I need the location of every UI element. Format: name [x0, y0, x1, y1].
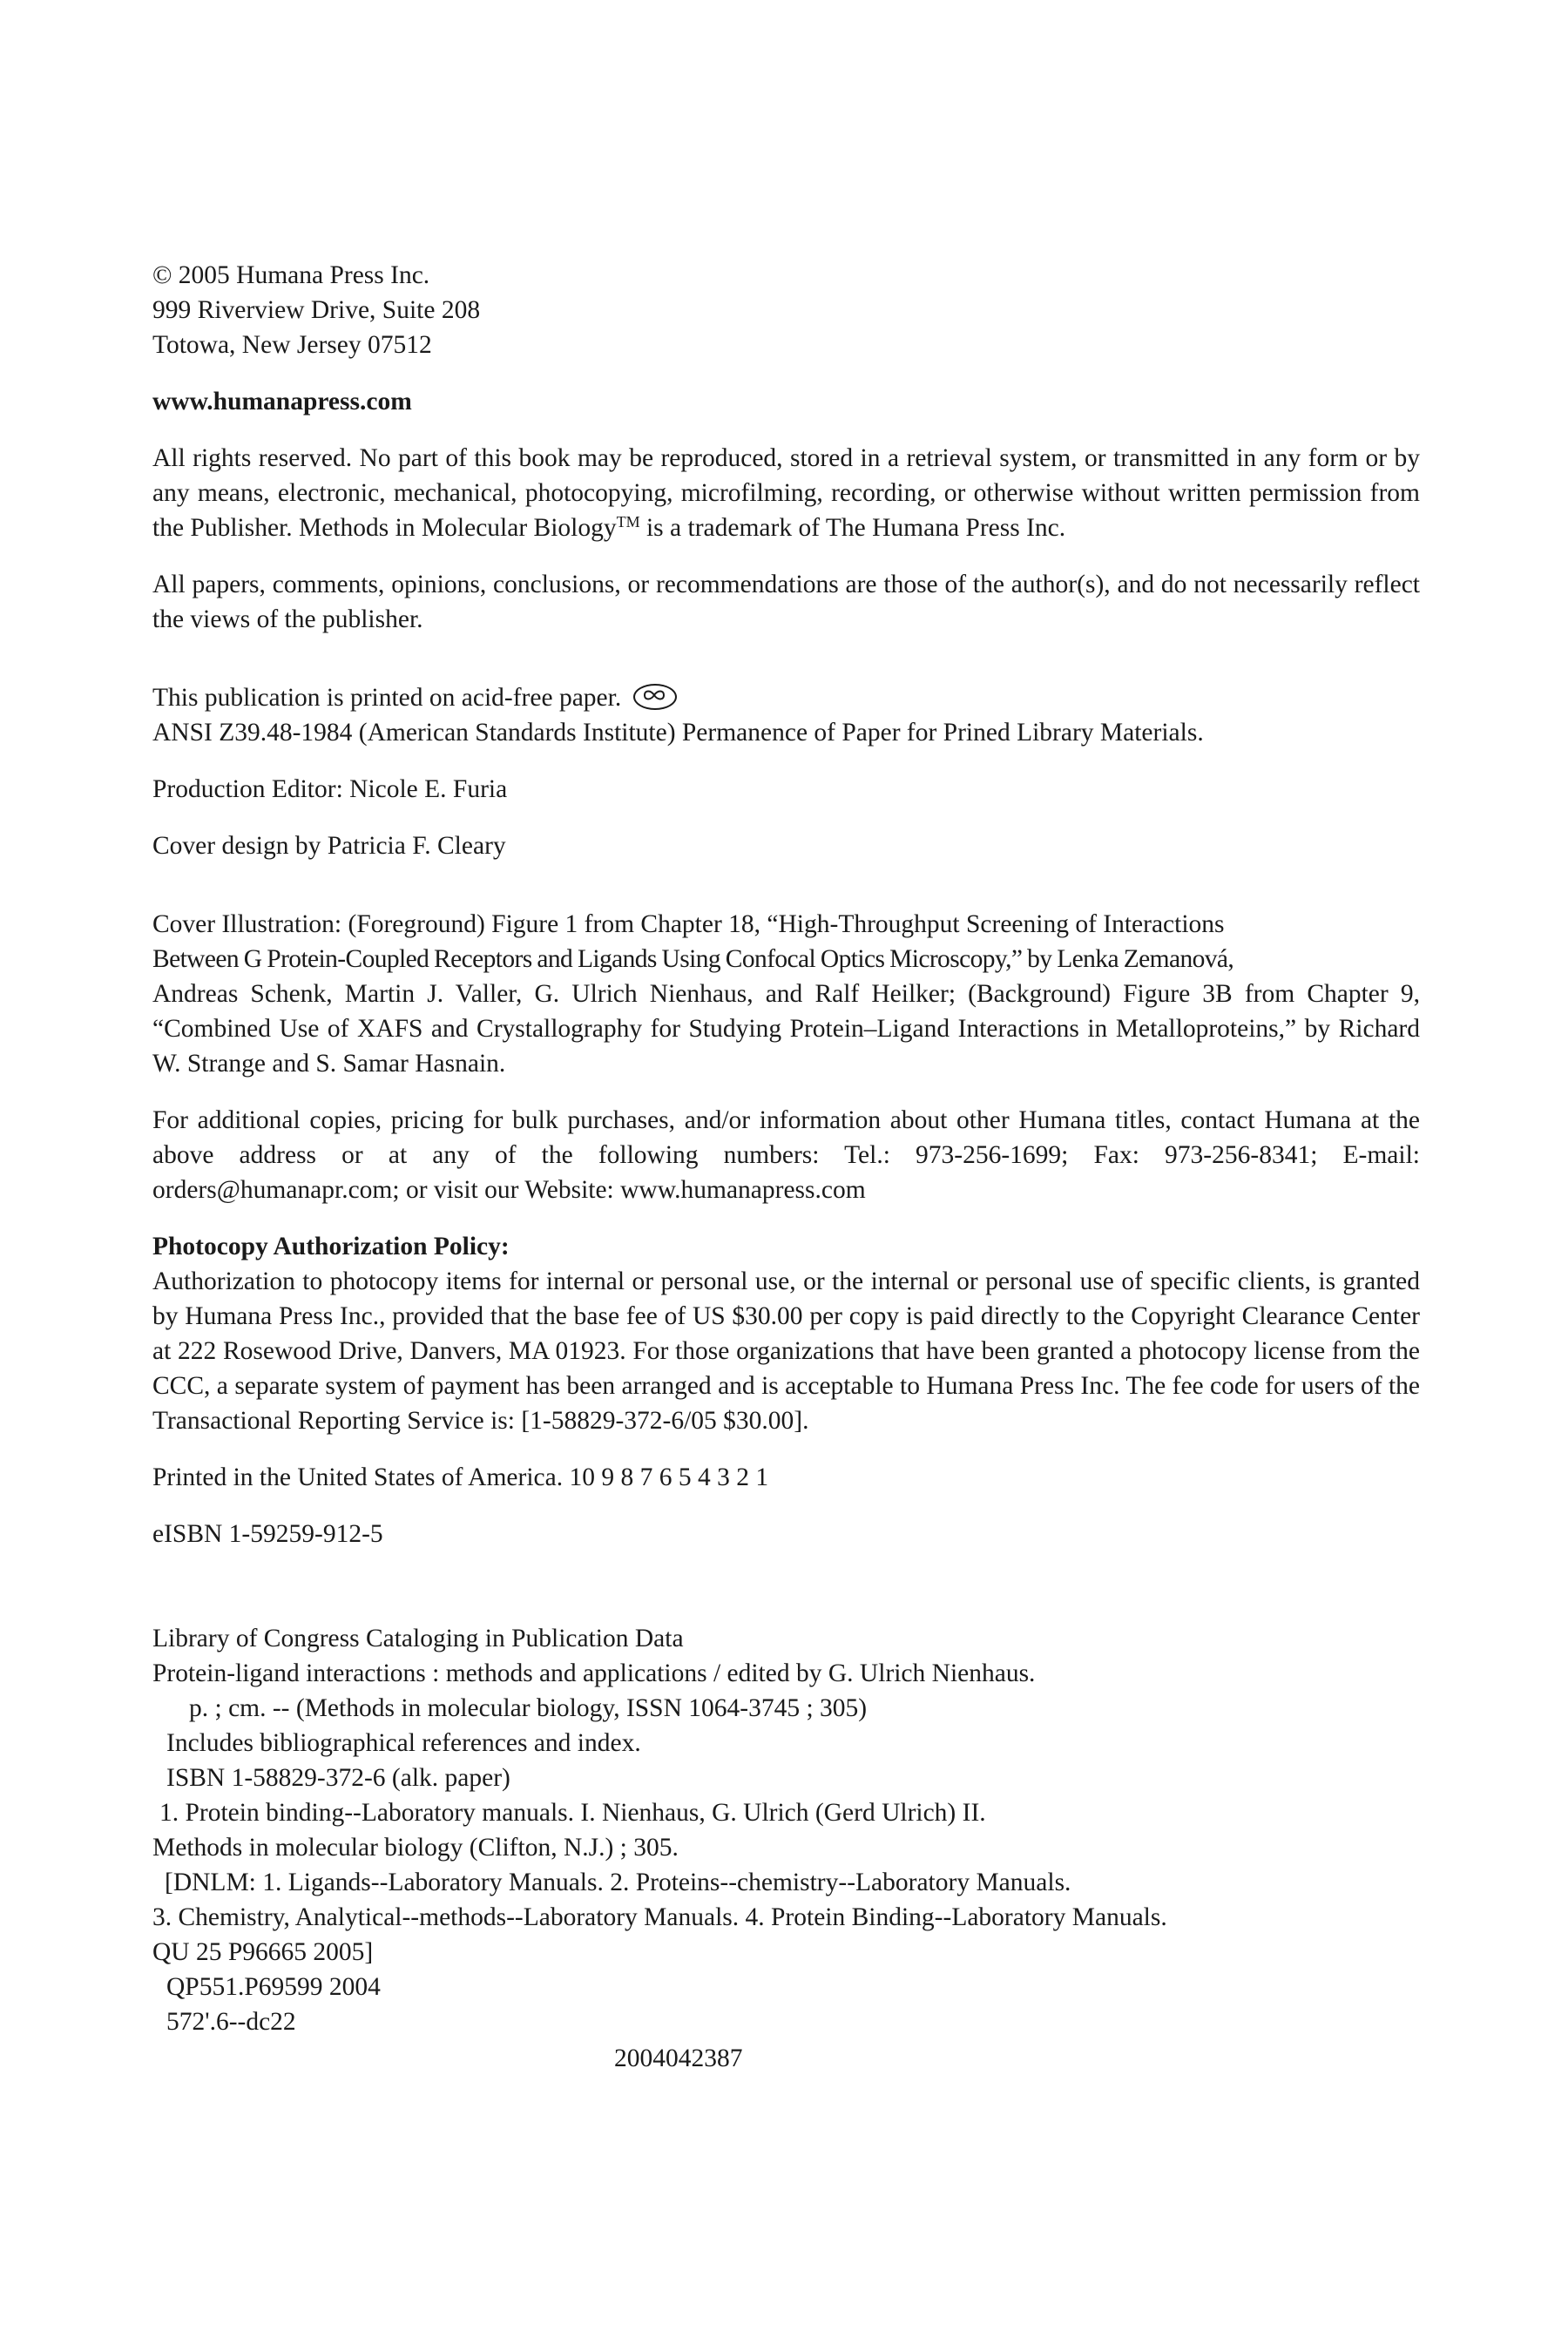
cover-design: Cover design by Patricia F. Cleary [152, 832, 506, 860]
cataloging-line: 1. Protein binding--Laboratory manuals. I. Nienhaus, G. Ulrich (Gerd Ulrich) II. [159, 1799, 986, 1827]
cover-illustration-line-1: Cover Illustration: (Foreground) Figure 1 from Chapter 18, “High-Throughput Screening of Interactions [152, 910, 1225, 938]
photocopy-heading: Photocopy Authorization Policy: [152, 1233, 510, 1260]
lccn-number: 2004042387 [614, 2044, 743, 2072]
rights-text: All rights reserved. No part of this book may be reproduced, stored in a retrieval system, or transmitted in any form or by any means, electronic, mechanical, photocopying, microfilming, recording, or otherwise without written permission from the Publisher. Methods in Molecular Biology [152, 444, 1420, 542]
cataloging-block [152, 1621, 1420, 2076]
rights-paragraph [152, 441, 1420, 545]
photocopy-body: Authorization to photocopy items for internal or personal use, or the internal or personal use of specific clients, is granted by Humana Press Inc., provided that the base fee of US $30.00 per copy is paid directly to the Copyright Clearance Center at 222 Rosewood Drive, Danvers, MA 01923. For those organizations that have been granted a photocopy license from the CCC, a separate system of payment has been arranged and is acceptable to Humana Press Inc. The fee code for users of the Transactional Reporting Service is: [1-58829-372-6/05 $30.00]. [152, 1267, 1420, 1435]
printed-in-line: Printed in the United States of America. 10 9 8 7 6 5 4 3 2 1 [152, 1463, 769, 1491]
additional-copies-paragraph: For additional copies, pricing for bulk purchases, and/or information about other Humana titles, contact Humana at the above address or at any of the following numbers: Tel.: 973-256-1699; Fax: 973-256-8341; E-mail: orders@humanapr.com; or visit our Website: www.humanapress.com [152, 1106, 1420, 1204]
eisbn-line: eISBN 1-59259-912-5 [152, 1520, 383, 1548]
ansi-line: ANSI Z39.48-1984 (American Standards Institute) Permanence of Paper for Prined Library Materials. [152, 719, 1204, 747]
cataloging-line: Includes bibliographical references and index. [166, 1729, 641, 1757]
cataloging-heading: Library of Congress Cataloging in Publication Data [152, 1625, 684, 1652]
cataloging-line: 3. Chemistry, Analytical--methods--Laboratory Manuals. 4. Protein Binding--Laboratory Manuals. [152, 1903, 1167, 1931]
publisher-block [152, 258, 1420, 362]
page-content [152, 258, 1420, 2076]
address-line-1: 999 Riverview Drive, Suite 208 [152, 296, 481, 324]
rights-text-end: is a trademark of The Humana Press Inc. [639, 514, 1066, 542]
cover-illustration-block [152, 907, 1420, 1081]
acid-free-line [152, 680, 1420, 715]
address-line-2: Totowa, New Jersey 07512 [152, 331, 432, 359]
cataloging-line: ISBN 1-58829-372-6 (alk. paper) [166, 1764, 510, 1792]
cataloging-line: QP551.P69599 2004 [166, 1973, 381, 2001]
publisher-website: www.humanapress.com [152, 388, 412, 416]
acid-free-text: This publication is printed on acid-free paper. [152, 684, 622, 712]
cataloging-line: 572'.6--dc22 [166, 2008, 296, 2036]
cataloging-line: p. ; cm. -- (Methods in molecular biology, ISSN 1064-3745 ; 305) [189, 1694, 868, 1722]
recycled-paper-icon [633, 684, 677, 710]
cataloging-line: QU 25 P96665 2005] [152, 1938, 374, 1966]
paper-block [152, 680, 1420, 750]
cover-illustration-line-2: Between G Protein-Coupled Receptors and Ligands Using Confocal Optics Microscopy,” by Lenka Zemanová, [152, 945, 1234, 973]
photocopy-policy-block [152, 1229, 1420, 1438]
trademark-sup: TM [616, 513, 640, 531]
cataloging-line: Methods in molecular biology (Clifton, N.J.) ; 305. [152, 1834, 679, 1862]
disclaimer-paragraph: All papers, comments, opinions, conclusions, or recommendations are those of the author(s), and do not necessarily reflect the views of the publisher. [152, 571, 1420, 633]
production-editor: Production Editor: Nicole E. Furia [152, 775, 508, 803]
cataloging-line: Protein-ligand interactions : methods and applications / edited by G. Ulrich Nienhaus. [152, 1659, 1036, 1687]
cover-illustration-rest: Andreas Schenk, Martin J. Valler, G. Ulrich Nienhaus, and Ralf Heilker; (Background) Figure 3B from Chapter 9, “Combined Use of XAFS and Crystallography for Studying Protein–Ligand Interactions in Metalloproteins,” by Richard W. Strange and S. Samar Hasnain. [152, 980, 1420, 1078]
copyright-line: © 2005 Humana Press Inc. [152, 261, 430, 289]
cataloging-line: [DNLM: 1. Ligands--Laboratory Manuals. 2. Proteins--chemistry--Laboratory Manuals. [165, 1869, 1071, 1896]
